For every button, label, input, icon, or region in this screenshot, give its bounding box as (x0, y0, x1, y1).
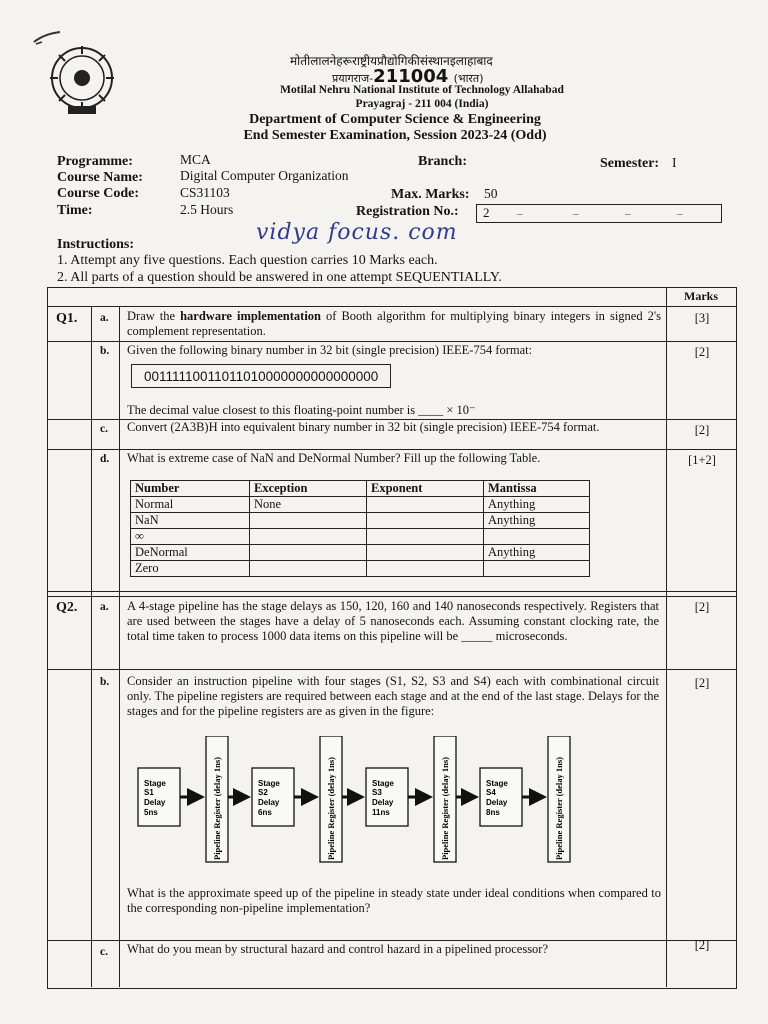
table-cell (367, 497, 484, 513)
table-cell: NaN (131, 513, 250, 529)
table-header-cell: Exception (250, 481, 367, 497)
stage-sub: S1 (144, 788, 154, 797)
stage-box (366, 768, 408, 826)
table-cell (484, 529, 590, 545)
register-label: Pipeline Register (delay 1ns) (212, 756, 222, 860)
programme-value: MCA (180, 152, 211, 167)
question-number: Q2. (56, 600, 78, 615)
course-name-value: Digital Computer Organization (180, 168, 349, 183)
table-cell (367, 561, 484, 577)
registration-box (476, 204, 722, 223)
question-followup: The decimal value closest to this floating-point number is ____ × 10⁻ (127, 403, 476, 417)
table-cell (250, 529, 367, 545)
part-label: c. (100, 946, 108, 958)
stage-name: Stage (372, 779, 394, 788)
table-cell: ∞ (131, 529, 250, 545)
handwritten-watermark: vidya focus. com (256, 220, 458, 245)
institute-name: Motilal Nehru National Institute of Technology Allahabad (280, 84, 564, 96)
nan-denormal-table (130, 480, 590, 577)
question-text: Convert (2A3B)H into equivalent binary number in 32 bit (single precision) IEEE-754 format. (127, 420, 600, 434)
table-rule (47, 940, 736, 941)
table-header-cell: Mantissa (484, 481, 590, 497)
table-cell (250, 513, 367, 529)
table-cell: Anything (484, 513, 590, 529)
registration-label: Registration No.: (356, 204, 459, 219)
programme-label: Programme: (57, 154, 133, 169)
question-followup: What is the approximate speed up of the pipeline in steady state under ideal conditions when compared to the corresponding non-pipeline implementation? (127, 886, 661, 915)
pipeline-stage (480, 768, 522, 826)
table-cell (367, 545, 484, 561)
table-rule (47, 341, 736, 342)
question-text (127, 309, 661, 339)
pipeline-stage (366, 768, 408, 826)
question-text-segment: of Booth algorithm for multiplying binary integers in signed 2's complement representation. (127, 309, 661, 338)
pipeline-register (206, 736, 228, 862)
part-label: a. (100, 601, 109, 613)
part-label: b. (100, 676, 110, 688)
institute-city: Prayagraj - 211 004 (India) (355, 98, 489, 110)
table-cell: Anything (484, 497, 590, 513)
city-hindi: प्रयागराज- (332, 72, 374, 85)
department-title: Department of Computer Science & Engineering (249, 112, 541, 127)
part-label: b. (100, 345, 110, 357)
table-header-cell: Number (131, 481, 250, 497)
table-rule (91, 306, 92, 987)
institute-logo (46, 44, 118, 116)
table-rule (47, 449, 736, 450)
table-rule (47, 596, 736, 597)
table-cell: Anything (484, 545, 590, 561)
table-row (131, 561, 590, 577)
question-text: A 4-stage pipeline has the stage delays as 150, 120, 160 and 140 nanoseconds respectively. Registers that are used between the stages have a delay of 5 nanoseconds each. Assuming constant clocking rate, the total time taken to process 1000 data items on this pipeline will be _____ microseconds. (127, 599, 659, 643)
pipeline-diagram (132, 736, 592, 866)
question-text-segment: Draw the (127, 309, 181, 323)
register-label: Pipeline Register (delay 1ns) (554, 756, 564, 860)
stage-delay-label: Delay (258, 798, 280, 807)
stage-sub: S3 (372, 788, 382, 797)
table-header-row (131, 481, 590, 497)
question-text: Given the following binary number in 32 bit (single precision) IEEE-754 format: (127, 343, 533, 357)
stage-delay: 5ns (144, 808, 158, 817)
stage-sub: S2 (258, 788, 268, 797)
register-label: Pipeline Register (delay 1ns) (326, 756, 336, 860)
stage-box (138, 768, 180, 826)
table-rule (666, 287, 667, 987)
part-label: c. (100, 423, 108, 435)
pin-code: 211004 (373, 66, 449, 87)
pipeline-stage (252, 768, 294, 826)
marks-value: [2] (694, 600, 710, 614)
max-marks-value: 50 (484, 186, 498, 201)
registration-dash: – (573, 208, 579, 220)
marks-value: [3] (694, 311, 710, 325)
stage-box (252, 768, 294, 826)
course-code-value: CS31103 (180, 185, 230, 200)
marks-value: [2] (694, 423, 710, 437)
table-cell (367, 513, 484, 529)
marks-header: Marks (684, 289, 718, 303)
question-text: What is extreme case of NaN and DeNormal Number? Fill up the following Table. (127, 451, 541, 465)
marks-value: [2] (694, 345, 710, 359)
branch-label: Branch: (418, 154, 467, 169)
question-number: Q1. (56, 311, 78, 326)
question-text: What do you mean by structural hazard and control hazard in a pipelined processor? (127, 942, 549, 956)
register-label: Pipeline Register (delay 1ns) (440, 756, 450, 860)
pipeline-stage (138, 768, 180, 826)
table-row (131, 513, 590, 529)
stage-delay-label: Delay (144, 798, 166, 807)
registration-value: 2 (483, 205, 490, 220)
stage-delay: 11ns (372, 808, 390, 817)
instructions-heading: Instructions: (57, 237, 135, 252)
table-cell (484, 561, 590, 577)
marks-value: [2] (694, 938, 710, 952)
table-rule (119, 306, 120, 987)
instruction-2: 2. All parts of a question should be answered in one attempt SEQUENTIALLY. (57, 270, 502, 285)
binary-number-box: 00111110011011010000000000000000 (131, 364, 391, 388)
table-rule (47, 306, 736, 307)
marks-value: [1+2] (688, 453, 716, 467)
question-text: Consider an instruction pipeline with four stages (S1, S2, S3 and S4) each with combinational circuit only. The pipeline registers are required between each stage and at the end of the last stage. Delays for the stages and for the pipeline registers are as given in the figure: (127, 674, 659, 718)
table-header-cell: Exponent (367, 481, 484, 497)
stage-delay: 6ns (258, 808, 272, 817)
stage-delay: 8ns (486, 808, 500, 817)
table-cell (367, 529, 484, 545)
registration-dash: – (677, 208, 683, 220)
time-label: Time: (57, 203, 93, 218)
pipeline-register (434, 736, 456, 862)
max-marks-label: Max. Marks: (391, 187, 470, 202)
semester-value: I (672, 155, 677, 170)
stage-sub: S4 (486, 788, 496, 797)
table-row (131, 545, 590, 561)
table-cell: None (250, 497, 367, 513)
marks-value: [2] (694, 676, 710, 690)
stage-box (480, 768, 522, 826)
question-text-bold: hardware implementation (180, 309, 321, 323)
stage-name: Stage (486, 779, 508, 788)
pipeline-register (320, 736, 342, 862)
course-name-label: Course Name: (57, 170, 143, 185)
stage-delay-label: Delay (486, 798, 508, 807)
institute-name-hindi: मोतीलालनेहरूराष्ट्रीयप्रौद्योगिकीसंस्थानइलाहाबाद (290, 54, 493, 68)
table-cell (250, 561, 367, 577)
stage-name: Stage (258, 779, 280, 788)
part-label: d. (100, 453, 110, 465)
table-rule (47, 669, 736, 670)
table-row (131, 529, 590, 545)
table-cell (250, 545, 367, 561)
course-code-label: Course Code: (57, 186, 140, 201)
stage-name: Stage (144, 779, 166, 788)
registration-dash: – (625, 208, 631, 220)
table-cell: Zero (131, 561, 250, 577)
table-row (131, 497, 590, 513)
table-cell: Normal (131, 497, 250, 513)
table-cell: DeNormal (131, 545, 250, 561)
stage-delay-label: Delay (372, 798, 394, 807)
instruction-1: 1. Attempt any five questions. Each question carries 10 Marks each. (57, 253, 438, 268)
pipeline-register (548, 736, 570, 862)
part-label: a. (100, 312, 109, 324)
registration-dash: – (517, 208, 523, 220)
exam-title: End Semester Examination, Session 2023-24 (Odd) (243, 128, 547, 143)
table-rule (47, 591, 736, 592)
time-value: 2.5 Hours (180, 202, 234, 217)
country-hindi: (भारत) (453, 72, 484, 85)
semester-label: Semester: (600, 156, 660, 171)
